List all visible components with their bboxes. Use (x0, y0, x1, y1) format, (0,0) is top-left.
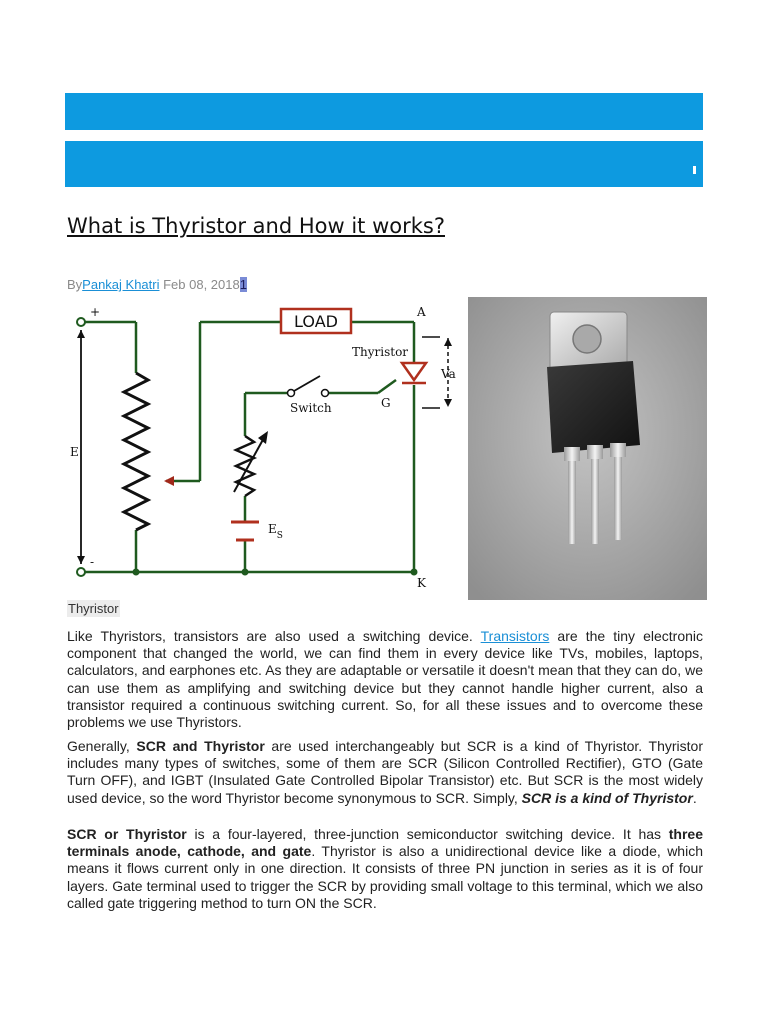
plus-label: + (90, 305, 101, 319)
es-label: $E_S$ (268, 522, 283, 541)
header-banner-bottom (65, 141, 703, 187)
anode-label: A (417, 305, 426, 319)
minus-label: - (90, 555, 95, 569)
p3-text-b: . Thyristor is also a unidirectional device like a diode, which means it flows current only in one direction. It consists of three PN junction in series as it is of four layers. Gate terminal used to trigger the SCR by providing small voltage to this terminal, which we also called gate triggering method to turn ON the SCR. (67, 843, 703, 911)
byline (67, 277, 247, 292)
e-label: E (70, 445, 79, 459)
p3-bold-a: SCR or Thyristor (67, 826, 187, 842)
p1-text-b: are the tiny electronic component that changed the world, we can find them in every device like TVs, mobiles, laptops, calculators, and earphones etc. As they are adaptable or versatile it doesn't mean that they can do, we can use them as amplifying and switching device but they cannot handle higher current, also a transistor required a continuous switching current. So, for all these issues and to overcome these problems we use Thyristors. (67, 628, 704, 731)
article-title: What is Thyristor and How it works? (67, 214, 445, 238)
author-link[interactable]: Pankaj Khatri (82, 277, 160, 292)
p2-text-b: are used interchangeably but SCR is a kind of Thyristor. Thyristor includes many types of switches, some of them are SCR (Silicon Controlled Rectifier), GTO (Gate Turn OFF), and IGBT (Insulated Gate Controlled Bipolar Transistor) etc. But SCR is the most widely used device, so the word Thyristor become synonymous to SCR. Simply, (67, 738, 703, 806)
thyristor-label: Thyristor (352, 345, 409, 359)
p3-text-a: is a four-layered, three-junction semiconductor switching device. It has (186, 826, 669, 842)
comment-count[interactable]: 1 (239, 277, 247, 292)
va-label: Va (441, 367, 456, 381)
header-banner-top (65, 93, 703, 130)
paragraph-generally (67, 738, 703, 807)
thyristor-photo (468, 297, 707, 600)
p2-bold: SCR and Thyristor (136, 738, 265, 754)
p2-text-c: . (692, 789, 697, 806)
p3-bold-b: three terminals anode, cathode, and gate (67, 826, 703, 860)
switch-label: Switch (290, 401, 332, 415)
p2-text-a: Generally, (67, 738, 137, 754)
byline-prefix: By (67, 277, 83, 292)
p2-bold-italic: SCR is a kind of Thyristor (521, 789, 693, 806)
publish-date: Feb 08, 2018 (159, 277, 240, 292)
transistors-link[interactable]: Transistors (480, 628, 550, 644)
thyristor-circuit-diagram (68, 300, 460, 590)
cathode-label: K (417, 576, 426, 590)
banner-notch (693, 166, 696, 174)
paragraph-scr (67, 826, 703, 912)
p1-text-a: Like Thyristors, transistors are also used a switching device. (67, 628, 481, 644)
load-label: LOAD (294, 312, 338, 331)
figure-caption: Thyristor (68, 601, 119, 616)
gate-label: G (381, 396, 391, 410)
paragraph-intro (67, 628, 703, 731)
